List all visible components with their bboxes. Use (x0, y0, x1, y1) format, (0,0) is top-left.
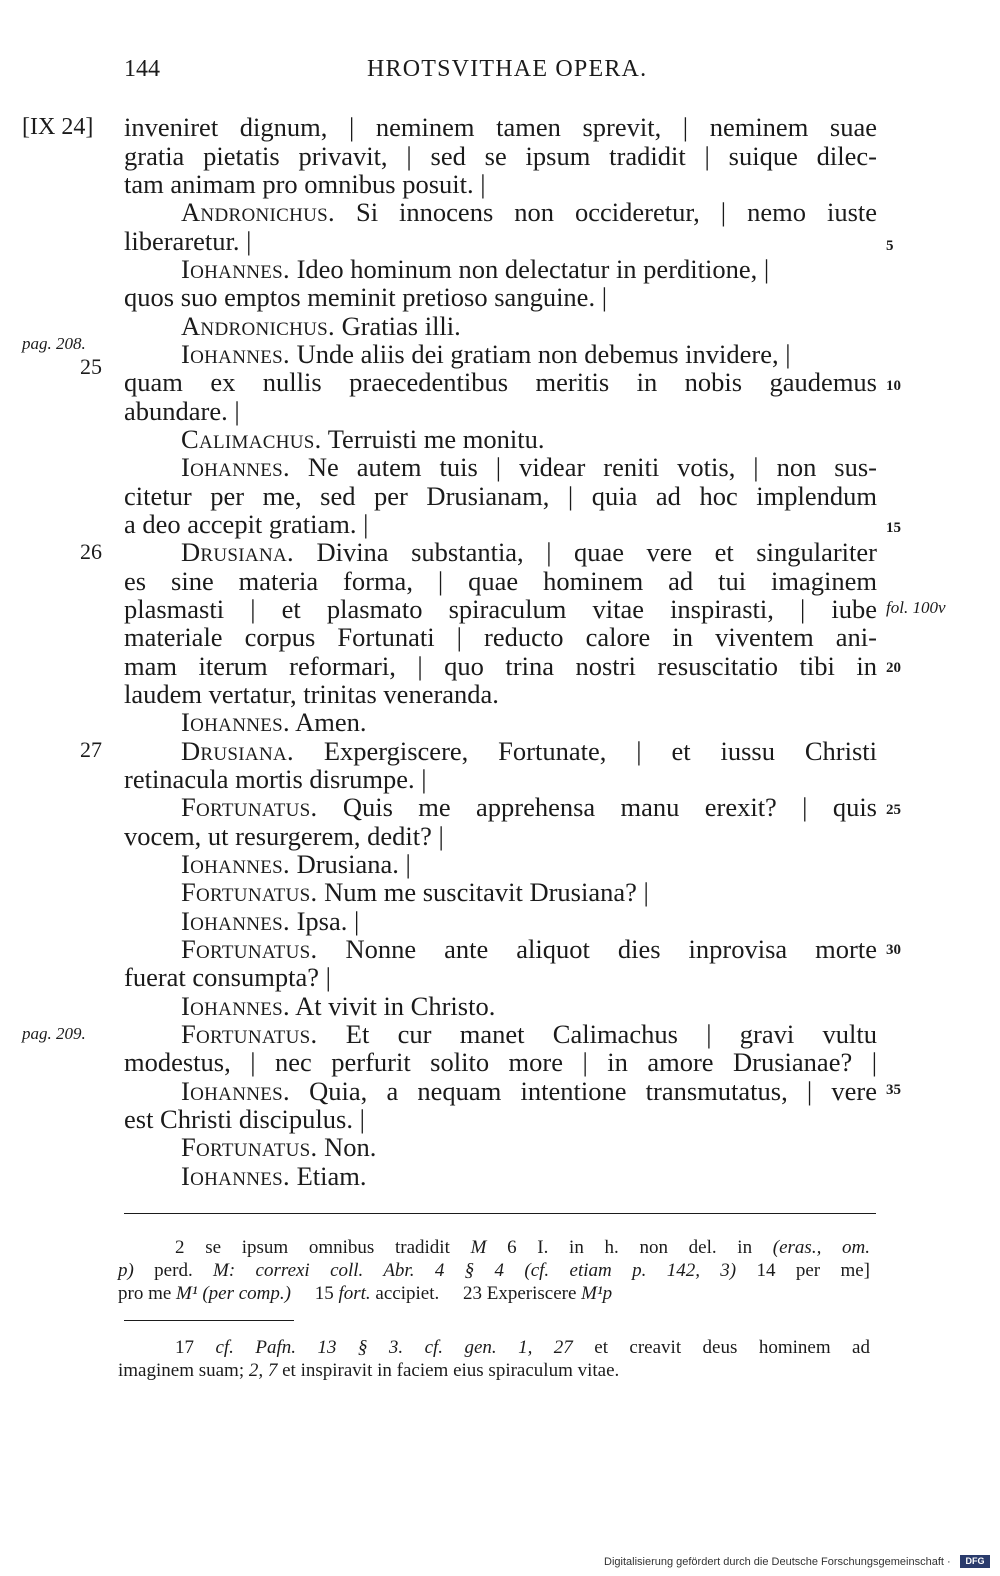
text-line (181, 197, 877, 227)
text-line: quam ex nullis praecedentibus meritis in nobis gaudemus (124, 367, 877, 397)
dfg-logo: DFG (960, 1555, 990, 1568)
section-reference: [IX 24] (22, 114, 94, 140)
text-line (181, 1076, 877, 1106)
text-line: laudem vertatur, trinitas veneranda. (124, 679, 499, 709)
text-line: est Christi discipulus. | (124, 1104, 365, 1134)
text-line: a deo accepit gratiam. | (124, 509, 369, 539)
footnote-rule (124, 1213, 876, 1214)
speaker-name: Iohannes. (181, 339, 290, 369)
speaker-name: Iohannes. (181, 254, 290, 284)
text-line (181, 877, 877, 907)
text-line: citetur per me, sed per Drusianam, | quia ad hoc implendum (124, 481, 877, 511)
folio-reference: fol. 100v (886, 598, 946, 617)
speaker-name: Iohannes. (181, 991, 290, 1021)
text-line: tam animam pro omnibus posuit. | (124, 169, 486, 199)
line-number: 10 (886, 378, 901, 394)
speech-text: Divina substantia, | quae vere et singulariter (316, 537, 877, 567)
speech-text: Gratias illi. (341, 311, 461, 341)
text-line: abundare. | (124, 396, 240, 426)
text-line: liberaretur. | (124, 226, 252, 256)
text-line (181, 1019, 877, 1049)
line-number: 25 (886, 802, 901, 818)
line-number: 30 (886, 942, 901, 958)
text-line (181, 254, 877, 284)
text-line: modestus, | nec perfurit solito more | in amore Drusianae? | (124, 1047, 877, 1077)
speaker-name: Andronichus. (181, 197, 335, 227)
text-line: inveniret dignum, | neminem tamen sprevit, | neminem suae (124, 112, 877, 142)
footnote-line: imaginem suam; 2, 7 et inspiravit in faciem eius spiraculum vitae. (118, 1360, 620, 1381)
text-line: materiale corpus Fortunati | reducto calore in viventem ani- (124, 622, 877, 652)
speaker-name: Iohannes. (181, 1076, 290, 1106)
text-line (181, 707, 877, 737)
speaker-name: Iohannes. (181, 1161, 290, 1191)
page-number: 144 (124, 56, 160, 82)
speaker-name: Iohannes. (181, 452, 290, 482)
text-line (181, 792, 877, 822)
digitization-credit: Digitalisierung gefördert durch die Deutsche Forschungsgemeinschaft · (604, 1556, 951, 1568)
speech-text: Et cur manet Calimachus | gravi vultu (345, 1019, 877, 1049)
speaker-name: Drusiana. (181, 736, 294, 766)
speech-text: Nonne ante aliquot dies inprovisa morte (345, 934, 877, 964)
text-line: es sine materia forma, | quae hominem ad tui imaginem (124, 566, 877, 596)
speech-text: Drusiana. | (296, 849, 411, 879)
speech-text: Non. (324, 1132, 377, 1162)
text-line: vocem, ut resurgerem, dedit? | (124, 821, 444, 851)
footnote-rule (124, 1320, 294, 1321)
line-number: 35 (886, 1082, 901, 1098)
text-line (181, 537, 877, 567)
speech-text: Num me suscitavit Drusiana? | (324, 877, 649, 907)
chapter-number-26: 26 (80, 539, 102, 564)
speaker-name: Fortunatus. (181, 1132, 318, 1162)
text-line: retinacula mortis disrumpe. | (124, 764, 427, 794)
speech-text: Quia, a nequam intentione transmutatus, | vere (309, 1076, 878, 1106)
speaker-name: Fortunatus. (181, 934, 318, 964)
page-reference-209: pag. 209. (22, 1024, 86, 1043)
speech-text: Si innocens non occideretur, | nemo iuste (355, 197, 878, 227)
chapter-number-25: 25 (80, 354, 102, 379)
text-line: fuerat consumpta? | (124, 962, 331, 992)
speech-text: Amen. (295, 707, 367, 737)
speaker-name: Drusiana. (181, 537, 294, 567)
text-line (181, 906, 877, 936)
speech-text: Ipsa. | (296, 906, 360, 936)
line-number: 5 (886, 238, 894, 254)
footnote-line: p) perd. M: correxi coll. Abr. 4 § 4 (cf. etiam p. 142, 3) 14 per me] (118, 1260, 870, 1281)
text-line (181, 736, 877, 766)
page-reference-208: pag. 208. (22, 334, 86, 353)
text-line: plasmasti | et plasmato spiraculum vitae inspirasti, | iube (124, 594, 877, 624)
speaker-name: Calimachus. (181, 424, 322, 454)
text-line (181, 991, 877, 1021)
text-line (181, 339, 877, 369)
speaker-name: Iohannes. (181, 707, 290, 737)
text-line (181, 452, 877, 482)
running-title: HROTSVITHAE OPERA. (367, 56, 648, 82)
text-line (181, 1161, 877, 1191)
speaker-name: Iohannes. (181, 906, 290, 936)
footnote-line: pro me M¹ (per comp.) 15 fort. accipiet. 23 Experiscere M¹p (118, 1283, 613, 1304)
speaker-name: Fortunatus. (181, 792, 318, 822)
speaker-name: Iohannes. (181, 849, 290, 879)
text-line: mam iterum reformari, | quo trina nostri resuscitatio tibi in (124, 651, 877, 681)
speech-text: Quis me apprehensa manu erexit? | quis (342, 792, 877, 822)
speech-text: Etiam. (296, 1161, 367, 1191)
speech-text: Ne autem tuis | videar reniti votis, | non sus- (307, 452, 878, 482)
chapter-number-27: 27 (80, 737, 102, 762)
text-line (181, 1132, 877, 1162)
line-number: 20 (886, 660, 901, 676)
text-line (181, 849, 877, 879)
speaker-name: Fortunatus. (181, 877, 318, 907)
text-line: gratia pietatis privavit, | sed se ipsum tradidit | suique dilec- (124, 141, 877, 171)
line-number: 15 (886, 520, 901, 536)
text-line (181, 934, 877, 964)
footnote-line: 17 cf. Pafn. 13 § 3. cf. gen. 1, 27 et creavit deus hominem ad (175, 1337, 870, 1358)
footnote-line: 2 se ipsum omnibus tradidit M 6 I. in h. non del. in (eras., om. (175, 1237, 870, 1258)
speech-text: Ideo hominum non delectatur in perditione, | (296, 254, 770, 284)
speaker-name: Fortunatus. (181, 1019, 318, 1049)
speaker-name: Andronichus. (181, 311, 335, 341)
text-line: quos suo emptos meminit pretioso sanguine. | (124, 282, 608, 312)
speech-text: Unde aliis dei gratiam non debemus invidere, | (296, 339, 791, 369)
speech-text: Expergiscere, Fortunate, | et iussu Christi (323, 736, 878, 766)
text-line (181, 424, 877, 454)
speech-text: At vivit in Christo. (295, 991, 496, 1021)
text-line (181, 311, 877, 341)
speech-text: Terruisti me monitu. (327, 424, 545, 454)
